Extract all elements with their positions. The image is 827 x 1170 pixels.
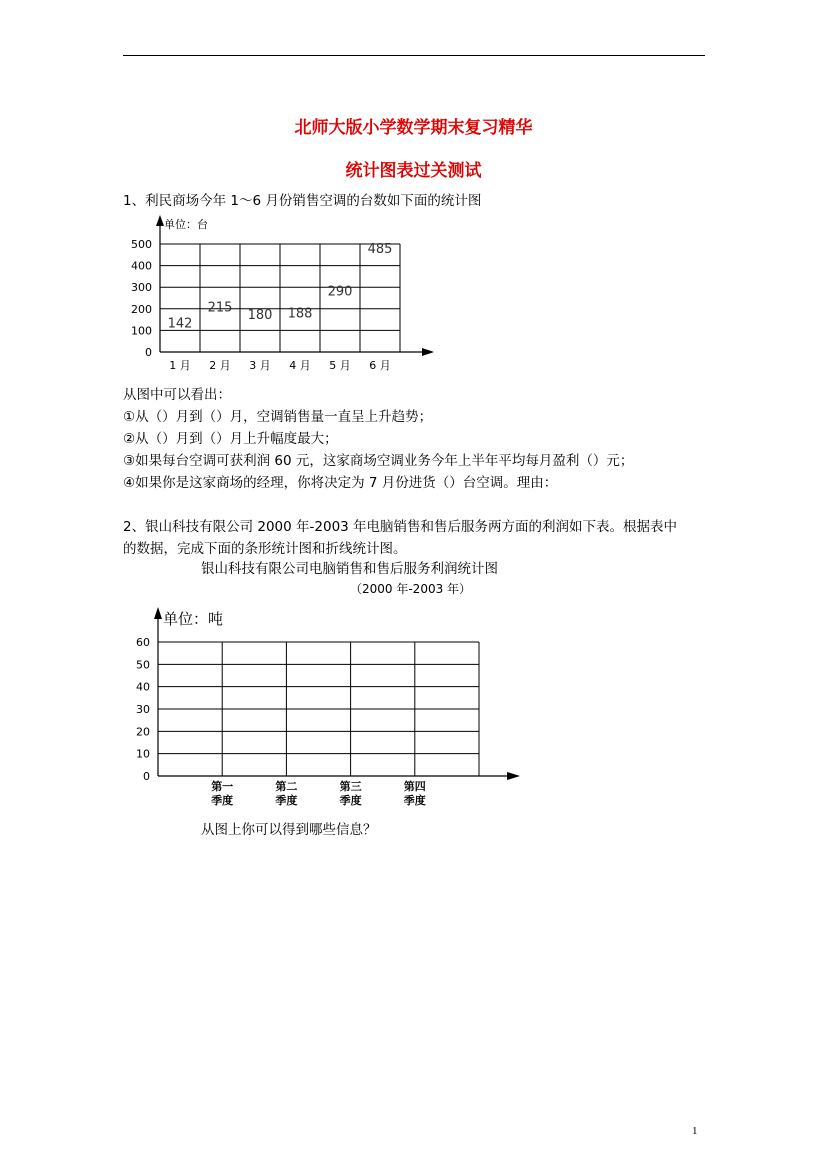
q1-item-1: ①从（）月到（）月，空调销售量一直呈上升趋势； — [123, 409, 433, 425]
x-tick-label: 5 月 — [329, 359, 351, 372]
q2-chart-title: 银山科技有限公司电脑销售和售后服务利润统计图 — [201, 561, 498, 577]
unit-label: 单位：台 — [164, 218, 208, 231]
y-tick-label: 100 — [131, 324, 152, 338]
x-tick-label: 第三 — [339, 780, 362, 793]
chart-quarterly-profit — [125, 603, 525, 811]
y-tick-label: 10 — [136, 747, 150, 761]
unit-label: 单位：吨 — [163, 610, 224, 628]
document-title: 北师大版小学数学期末复习精华 — [294, 118, 533, 138]
q1-prompt: 1、利民商场今年 1～6 月份销售空调的台数如下面的统计图 — [123, 193, 482, 209]
x-tick-label: 第四 — [403, 780, 426, 793]
y-tick-label: 40 — [136, 680, 150, 694]
x-tick-label: 季度 — [275, 794, 298, 807]
page-number: 1 — [692, 1125, 698, 1137]
y-tick-label: 50 — [136, 658, 150, 672]
y-axis-arrow — [156, 215, 164, 226]
data-label: 180 — [247, 308, 273, 324]
y-tick-label: 0 — [143, 770, 150, 783]
q1-lead: 从图中可以看出： — [123, 387, 231, 403]
x-tick-label: 1 月 — [169, 359, 191, 372]
y-tick-label: 30 — [136, 703, 150, 716]
y-tick-label: 500 — [131, 238, 152, 251]
q1-item-2: ②从（）月到（）月上升幅度最大； — [123, 431, 338, 447]
chart-monthly-ac-sales — [118, 212, 448, 377]
q1-item-4: ④如果你是这家商场的经理，你将决定为 7 月份进货（）台空调。理由： — [123, 475, 558, 491]
data-label: 215 — [207, 300, 233, 316]
data-label: 142 — [167, 316, 193, 332]
header-rule — [123, 55, 705, 56]
q2-prompt-line2: 的数据，完成下面的条形统计图和折线统计图。 — [123, 541, 407, 557]
y-axis-arrow — [154, 607, 162, 619]
data-label: 485 — [367, 242, 393, 258]
y-tick-label: 200 — [131, 302, 152, 316]
y-tick-label: 20 — [136, 725, 150, 739]
y-tick-label: 400 — [131, 259, 152, 273]
y-tick-label: 0 — [145, 346, 152, 359]
document-subtitle: 统计图表过关测试 — [345, 161, 482, 181]
x-tick-label: 季度 — [339, 794, 362, 807]
x-tick-label: 季度 — [211, 794, 234, 807]
y-tick-label: 60 — [136, 636, 150, 649]
x-axis-arrow — [422, 348, 434, 356]
data-label: 188 — [287, 306, 313, 322]
x-tick-label: 4 月 — [289, 359, 311, 372]
q2-question: 从图上你可以得到哪些信息？ — [201, 822, 377, 838]
x-tick-label: 第一 — [211, 780, 234, 793]
data-label: 290 — [327, 284, 353, 300]
q1-item-3: ③如果每台空调可获利润 60 元，这家商场空调业务今年上半年平均每月盈利（）元； — [123, 453, 634, 469]
y-tick-label: 300 — [131, 281, 152, 295]
x-tick-label: 3 月 — [249, 359, 271, 372]
x-tick-label: 6 月 — [369, 359, 391, 372]
x-tick-label: 2 月 — [209, 359, 231, 372]
x-axis-arrow — [507, 772, 520, 780]
x-tick-label: 第二 — [275, 780, 298, 793]
q2-prompt-line1: 2、银山科技有限公司 2000 年-2003 年电脑销售和售后服务两方面的利润如下表。根据表中 — [123, 519, 678, 535]
x-tick-label: 季度 — [403, 794, 426, 807]
q2-chart-subtitle: （2000 年-2003 年） — [350, 582, 472, 596]
